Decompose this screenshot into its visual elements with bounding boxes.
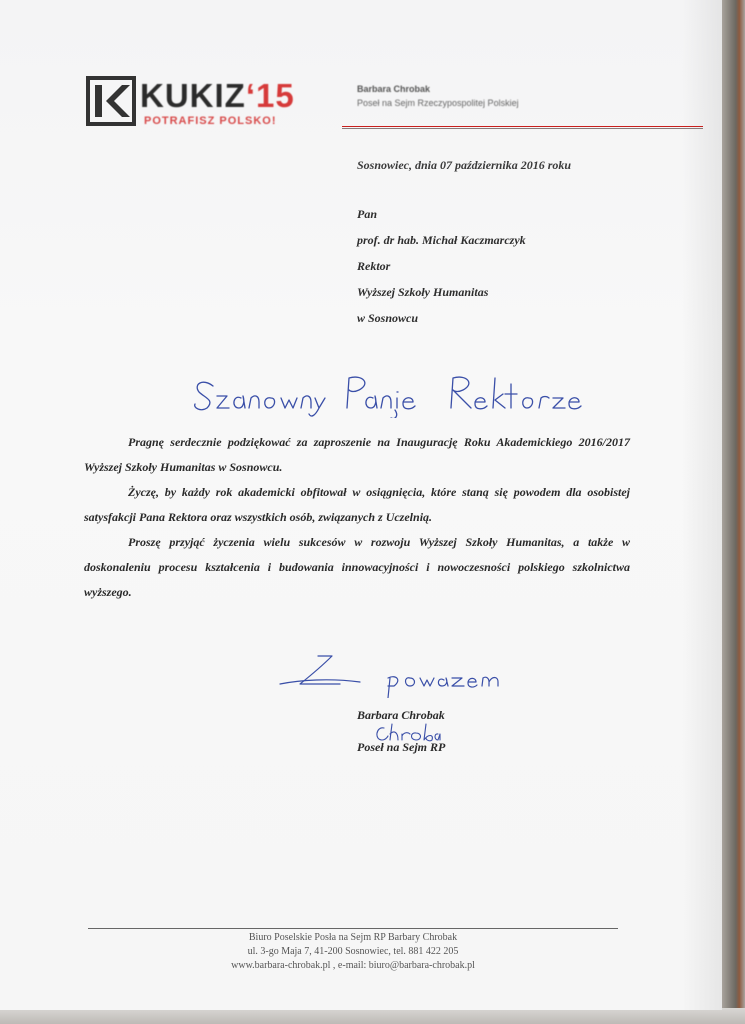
letter-date: Sosnowiec, dnia 07 października 2016 roku [357, 158, 572, 172]
letterhead-sender-name: Barbara Chrobak [357, 84, 431, 94]
handwritten-salutation [185, 368, 585, 418]
letterhead-rule [342, 126, 703, 129]
recipient-line: Rektor [357, 259, 391, 273]
letter-footer [88, 931, 618, 973]
scan-edge-bottom [0, 1008, 745, 1024]
recipient-line: Wyższej Szkoły Humanitas [357, 285, 489, 299]
handwritten-closing [270, 648, 520, 698]
signatory-name: Barbara Chrobak [357, 708, 445, 722]
letter-body [84, 430, 630, 605]
recipient-address [357, 205, 526, 335]
recipient-line: Pan [357, 207, 378, 221]
recipient-line: w Sosnowcu [357, 311, 419, 325]
body-paragraph: Proszę przyjąć życzenia wielu sukcesów w rozwoju Wyższej Szkoły Humanitas, a także w doskonaleniu procesu kształcenia i budowania innowacyjności i nowoczesności polskiego szkolnictwa wyższego. [84, 535, 630, 599]
body-paragraph: Życzę, by każdy rok akademicki obfitował w osiągnięcia, które staną się powodem dla osobistej satysfakcji Pana Rektora oraz wszystkich osób, związanych z Uczelnią. [84, 485, 630, 524]
scan-edge-right [722, 0, 745, 1024]
footer-contact: www.barbara-chrobak.pl , e-mail: biuro@barbara-chrobak.pl [231, 960, 475, 971]
party-slogan: POTRAFISZ POLSKO! [144, 115, 277, 127]
footer-address: ul. 3-go Maja 7, 41-200 Sosnowiec, tel. 881 422 205 [247, 946, 459, 957]
recipient-line: prof. dr hab. Michał Kaczmarczyk [357, 233, 526, 247]
letterhead-sender-role: Poseł na Sejm Rzeczypospolitej Polskiej [357, 98, 519, 108]
footer-rule [88, 928, 618, 929]
body-paragraph: Pragnę serdecznie podziękować za zaproszenie na Inaugurację Roku Akademickiego 2016/2017 Wyższej Szkoły Humanitas w Sosnowcu. [84, 435, 630, 474]
party-logo-text: KUKIZ‘15 [140, 77, 295, 114]
signatory-role: Poseł na Sejm RP [357, 740, 446, 754]
footer-office: Biuro Poselskie Posła na Sejm RP Barbary Chrobak [248, 932, 458, 943]
ballot-x-logo-icon [86, 76, 136, 126]
